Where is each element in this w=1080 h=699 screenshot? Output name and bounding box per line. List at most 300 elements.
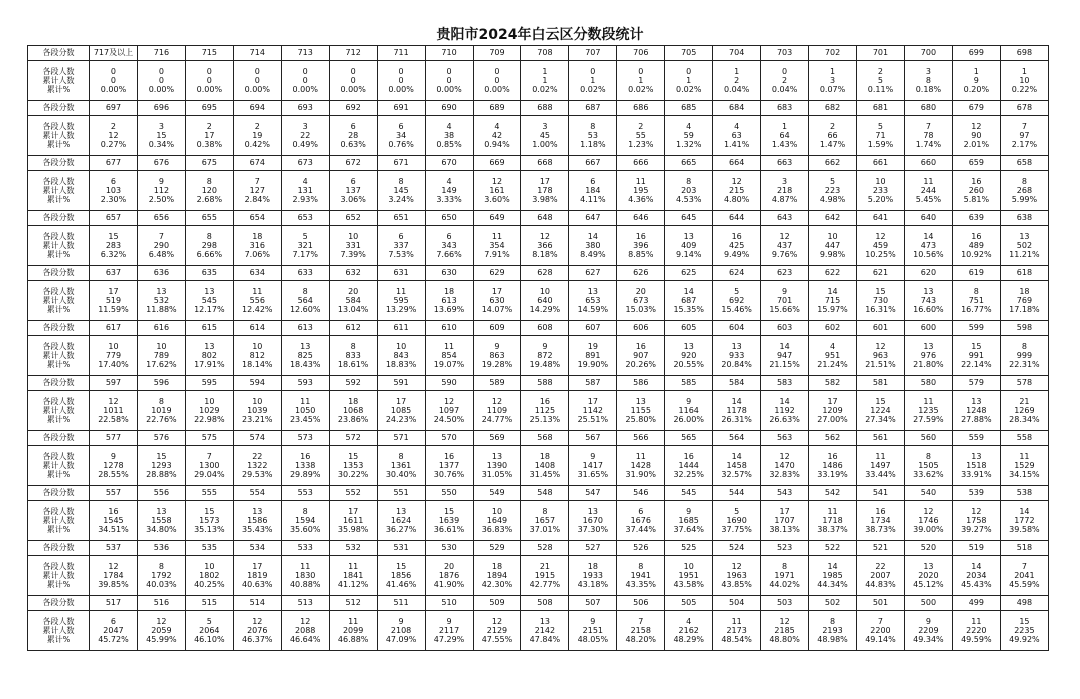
count-value: 18: [443, 286, 455, 296]
score-cell: 528: [521, 541, 569, 556]
cumulative-value: 1594: [295, 515, 316, 525]
score-cell: 614: [233, 321, 281, 336]
percent-value: 36.27%: [385, 525, 417, 535]
count-value: 13: [731, 341, 742, 351]
score-cell: 623: [761, 266, 809, 281]
stats-cell: [857, 556, 905, 596]
row-labels: [28, 446, 90, 486]
score-cell: 563: [761, 431, 809, 446]
percent-value: 48.80%: [769, 635, 800, 645]
percent-value: 2.50%: [148, 195, 175, 205]
score-cell: 509: [473, 596, 521, 611]
stats-cell: [713, 556, 761, 596]
score-header-row: [28, 156, 1049, 171]
cumulative-value: 1784: [103, 570, 124, 580]
stats-cell: [952, 171, 1000, 211]
score-header-row: [28, 211, 1049, 226]
stats-cell: [1000, 116, 1048, 156]
count-value: 9: [590, 616, 596, 626]
count-value: 10: [108, 341, 119, 351]
count-value: 7: [925, 121, 931, 131]
count-value: 13: [539, 616, 550, 626]
count-value: 17: [252, 561, 263, 571]
label-cumulative: 累计人数: [42, 460, 75, 470]
count-value: 10: [348, 231, 359, 241]
cumulative-value: 45: [539, 130, 550, 140]
score-cell: 602: [809, 321, 857, 336]
count-value: 8: [1021, 341, 1027, 351]
score-cell: 503: [761, 596, 809, 611]
cumulative-value: 1529: [1014, 460, 1035, 470]
score-cell: 640: [904, 211, 952, 226]
stats-cell: [665, 446, 713, 486]
percent-value: 47.84%: [529, 635, 561, 645]
label-cumulative: 累计人数: [42, 515, 75, 525]
percent-value: 2.68%: [196, 195, 223, 205]
stats-cell: [713, 336, 761, 376]
stats-cell: [569, 226, 617, 266]
cumulative-value: 1685: [678, 515, 699, 525]
stats-cell: [1000, 226, 1048, 266]
count-value: 17: [587, 396, 598, 406]
percent-value: 10.92%: [961, 250, 992, 260]
percent-value: 26.00%: [673, 415, 704, 425]
percent-value: 5.45%: [915, 195, 942, 205]
cumulative-value: 2034: [966, 570, 987, 580]
score-cell: 539: [952, 486, 1000, 501]
percent-value: 6.48%: [148, 250, 175, 260]
score-cell: 665: [665, 156, 713, 171]
cumulative-value: 268: [1016, 185, 1033, 195]
percent-value: 18.14%: [242, 360, 273, 370]
stats-cell: [473, 171, 521, 211]
stats-cell: [569, 116, 617, 156]
label-percent: 累计%: [46, 470, 71, 480]
score-cell: 543: [761, 486, 809, 501]
percent-value: 0.02%: [580, 85, 606, 95]
cumulative-value: 640: [537, 295, 553, 305]
score-cell: 685: [665, 101, 713, 116]
percent-value: 7.39%: [340, 250, 366, 260]
count-value: 2: [638, 121, 644, 131]
score-cell: 588: [521, 376, 569, 391]
percent-value: 17.91%: [194, 360, 225, 370]
count-value: 16: [731, 231, 742, 241]
stats-cell: [329, 336, 377, 376]
count-value: 5: [302, 231, 308, 241]
count-value: 13: [156, 506, 167, 516]
row-label-score: 各段分数: [28, 101, 90, 116]
cumulative-value: 1: [686, 75, 692, 85]
stats-cell: [90, 116, 138, 156]
stats-cell: [617, 611, 665, 651]
cumulative-value: 316: [249, 240, 265, 250]
count-value: 3: [158, 121, 164, 131]
percent-value: 49.59%: [961, 635, 992, 645]
score-cell: 658: [1000, 156, 1048, 171]
cumulative-value: 1: [542, 75, 548, 85]
count-value: 13: [204, 286, 215, 296]
count-value: 16: [875, 506, 886, 516]
percent-value: 0.00%: [292, 85, 318, 95]
stats-cell: [761, 116, 809, 156]
stats-cell: [137, 446, 185, 486]
cumulative-value: 532: [153, 295, 170, 305]
cumulative-value: 779: [105, 350, 122, 360]
percent-value: 7.91%: [484, 250, 510, 260]
percent-value: 25.80%: [625, 415, 657, 425]
score-cell: 714: [233, 46, 281, 61]
percent-value: 0.20%: [963, 85, 990, 95]
percent-value: 5.99%: [1011, 195, 1038, 205]
stats-cell: [521, 171, 569, 211]
count-value: 14: [827, 561, 838, 571]
percent-value: 14.59%: [577, 305, 609, 315]
score-cell: 621: [857, 266, 905, 281]
cumulative-value: 2129: [486, 625, 508, 635]
stats-cell: [377, 116, 425, 156]
count-value: 8: [686, 176, 692, 186]
stats-cell: [281, 446, 329, 486]
stats-cell: [137, 281, 185, 321]
row-label-score: 各段分数: [28, 266, 90, 281]
stats-cell: [1000, 446, 1048, 486]
stats-cell: [329, 61, 377, 101]
score-cell: 710: [425, 46, 473, 61]
count-value: 12: [300, 616, 311, 626]
score-cell: 696: [137, 101, 185, 116]
cumulative-value: 366: [537, 240, 553, 250]
cumulative-value: 891: [585, 350, 601, 360]
count-value: 9: [686, 396, 692, 406]
score-cell: 595: [185, 376, 233, 391]
score-cell: 530: [425, 541, 473, 556]
cumulative-value: 1856: [390, 570, 412, 580]
count-value: 11: [348, 561, 359, 571]
percent-value: 0.00%: [244, 85, 270, 95]
count-value: 7: [877, 616, 884, 626]
count-value: 11: [827, 506, 838, 516]
score-cell: 526: [617, 541, 665, 556]
percent-value: 3.60%: [484, 195, 510, 205]
score-cell: 580: [904, 376, 952, 391]
cumulative-value: 0: [206, 75, 212, 85]
stats-cell: [329, 226, 377, 266]
percent-value: 0.27%: [100, 140, 127, 150]
stats-cell: [473, 226, 521, 266]
count-value: 18: [252, 231, 263, 241]
stats-cell: [377, 501, 425, 541]
percent-value: 10.56%: [913, 250, 944, 260]
score-cell: 564: [713, 431, 761, 446]
label-percent: 累计%: [46, 250, 71, 260]
count-value: 21: [539, 561, 550, 571]
stats-cell: [952, 556, 1000, 596]
cumulative-value: 1417: [582, 460, 604, 470]
data-row: [28, 336, 1049, 376]
cumulative-value: 1377: [438, 460, 460, 470]
cumulative-value: 1586: [247, 515, 268, 525]
count-value: 10: [204, 561, 215, 571]
percent-value: 40.25%: [194, 580, 225, 590]
cumulative-value: 10: [1019, 75, 1030, 85]
percent-value: 1.23%: [628, 140, 654, 150]
count-value: 12: [491, 396, 503, 406]
stats-cell: [569, 171, 617, 211]
cumulative-value: 64: [779, 130, 790, 140]
score-cell: 583: [761, 376, 809, 391]
cumulative-value: 1097: [438, 405, 460, 415]
score-cell: 684: [713, 101, 761, 116]
stats-cell: [617, 61, 665, 101]
count-value: 5: [877, 121, 884, 131]
percent-value: 7.66%: [436, 250, 462, 260]
row-labels: [28, 171, 90, 211]
count-value: 22: [875, 561, 886, 571]
count-value: 17: [539, 176, 550, 186]
cumulative-value: 1518: [966, 460, 987, 470]
data-row: [28, 61, 1049, 101]
label-cumulative: 累计人数: [42, 405, 75, 415]
cumulative-value: 1841: [342, 570, 364, 580]
count-value: 7: [158, 231, 164, 241]
cumulative-value: 2041: [1014, 570, 1035, 580]
score-cell: 610: [425, 321, 473, 336]
score-cell: 608: [521, 321, 569, 336]
percent-value: 7.06%: [244, 250, 270, 260]
stats-cell: [329, 116, 377, 156]
cumulative-value: 1235: [918, 405, 939, 415]
cumulative-value: 1019: [151, 405, 172, 415]
stats-cell: [761, 501, 809, 541]
percent-value: 0.04%: [723, 85, 750, 95]
stats-cell: [713, 281, 761, 321]
cumulative-value: 1269: [1014, 405, 1035, 415]
row-labels: [28, 116, 90, 156]
cumulative-value: 1390: [486, 460, 508, 470]
score-cell: 682: [809, 101, 857, 116]
count-value: 2: [206, 121, 212, 131]
stats-cell: [473, 446, 521, 486]
score-cell: 515: [185, 596, 233, 611]
cumulative-value: 1819: [247, 570, 268, 580]
count-value: 14: [731, 451, 742, 461]
count-value: 13: [156, 286, 167, 296]
score-cell: 652: [329, 211, 377, 226]
score-cell: 615: [185, 321, 233, 336]
percent-value: 22.14%: [961, 360, 992, 370]
score-cell: 601: [857, 321, 905, 336]
label-percent: 累计%: [46, 415, 71, 425]
cumulative-value: 1734: [870, 515, 891, 525]
cumulative-value: 2142: [534, 625, 556, 635]
score-cell: 620: [904, 266, 952, 281]
count-value: 13: [204, 341, 215, 351]
label-count: 各段人数: [42, 506, 75, 516]
cumulative-value: 66: [827, 130, 838, 140]
stats-cell: [185, 281, 233, 321]
count-value: 10: [252, 341, 263, 351]
count-value: 17: [779, 506, 790, 516]
stats-cell: [377, 226, 425, 266]
count-value: 0: [398, 66, 404, 76]
score-header-row: [28, 486, 1049, 501]
row-labels: [28, 281, 90, 321]
percent-value: 1.00%: [532, 140, 558, 150]
cumulative-value: 354: [489, 240, 505, 250]
percent-value: 18.61%: [337, 360, 369, 370]
count-value: 11: [875, 451, 886, 461]
cumulative-value: 2: [782, 75, 788, 85]
stats-cell: [377, 281, 425, 321]
cumulative-value: 71: [875, 130, 886, 140]
score-header-row: [28, 321, 1049, 336]
percent-value: 49.34%: [913, 635, 944, 645]
percent-value: 27.00%: [817, 415, 848, 425]
cumulative-value: 2117: [438, 625, 460, 635]
score-cell: 642: [809, 211, 857, 226]
percent-value: 3.06%: [340, 195, 366, 205]
cumulative-value: 1470: [774, 460, 795, 470]
score-cell: 650: [425, 211, 473, 226]
score-cell: 626: [617, 266, 665, 281]
stats-cell: [377, 171, 425, 211]
cumulative-value: 920: [681, 350, 697, 360]
score-cell: 641: [857, 211, 905, 226]
stats-cell: [90, 556, 138, 596]
score-cell: 707: [569, 46, 617, 61]
percent-value: 3.98%: [532, 195, 558, 205]
cumulative-value: 519: [105, 295, 122, 305]
cumulative-value: 769: [1016, 295, 1033, 305]
score-cell: 523: [761, 541, 809, 556]
score-cell: 524: [713, 541, 761, 556]
count-value: 8: [206, 231, 212, 241]
count-value: 3: [302, 121, 308, 131]
stats-cell: [617, 336, 665, 376]
cumulative-value: 1428: [630, 460, 651, 470]
stats-cell: [952, 226, 1000, 266]
count-value: 15: [204, 506, 215, 516]
row-labels: [28, 336, 90, 376]
score-cell: 527: [569, 541, 617, 556]
percent-value: 21.51%: [865, 360, 896, 370]
percent-value: 45.59%: [1009, 580, 1040, 590]
count-value: 16: [635, 341, 646, 351]
percent-value: 19.07%: [433, 360, 465, 370]
cumulative-value: 1573: [199, 515, 220, 525]
cumulative-value: 1192: [774, 405, 795, 415]
stats-cell: [521, 611, 569, 651]
percent-value: 37.30%: [577, 525, 609, 535]
cumulative-value: 1670: [582, 515, 604, 525]
count-value: 20: [348, 286, 359, 296]
stats-cell: [569, 446, 617, 486]
count-value: 4: [686, 121, 692, 131]
cumulative-value: 0: [302, 75, 308, 85]
score-cell: 660: [904, 156, 952, 171]
stats-cell: [185, 116, 233, 156]
stats-cell: [904, 611, 952, 651]
percent-value: 11.21%: [1009, 250, 1040, 260]
cumulative-value: 2193: [822, 625, 843, 635]
count-value: 8: [829, 616, 836, 626]
count-value: 13: [971, 451, 982, 461]
score-cell: 576: [137, 431, 185, 446]
stats-cell: [281, 116, 329, 156]
stats-cell: [952, 336, 1000, 376]
count-value: 6: [638, 506, 644, 516]
count-value: 20: [635, 286, 646, 296]
score-cell: 512: [329, 596, 377, 611]
cumulative-value: 203: [681, 185, 697, 195]
stats-cell: [617, 446, 665, 486]
count-value: 9: [398, 616, 404, 626]
score-cell: 674: [233, 156, 281, 171]
percent-value: 45.72%: [98, 635, 129, 645]
score-header-row: [28, 431, 1049, 446]
stats-cell: [761, 226, 809, 266]
score-cell: 540: [904, 486, 952, 501]
data-row: [28, 446, 1049, 486]
count-value: 11: [731, 616, 742, 626]
stats-cell: [185, 556, 233, 596]
percent-value: 0.94%: [484, 140, 510, 150]
percent-value: 7.53%: [388, 250, 414, 260]
percent-value: 48.20%: [625, 635, 657, 645]
count-value: 0: [638, 66, 644, 76]
score-cell: 549: [473, 486, 521, 501]
percent-value: 23.86%: [337, 415, 369, 425]
cumulative-value: 1361: [390, 460, 412, 470]
count-value: 3: [925, 66, 931, 76]
score-cell: 574: [233, 431, 281, 446]
cumulative-value: 1085: [390, 405, 412, 415]
stats-cell: [1000, 171, 1048, 211]
percent-value: 18.83%: [385, 360, 417, 370]
count-value: 12: [731, 176, 742, 186]
score-cell: 637: [90, 266, 138, 281]
stats-cell: [281, 61, 329, 101]
percent-value: 8.18%: [532, 250, 558, 260]
cumulative-value: 0: [446, 75, 452, 85]
count-value: 15: [156, 451, 167, 461]
percent-value: 38.37%: [817, 525, 848, 535]
score-cell: 703: [761, 46, 809, 61]
score-cell: 611: [377, 321, 425, 336]
percent-value: 4.53%: [676, 195, 702, 205]
cumulative-value: 1497: [870, 460, 891, 470]
score-cell: 593: [281, 376, 329, 391]
count-value: 18: [587, 561, 598, 571]
stats-cell: [137, 116, 185, 156]
score-cell: 501: [857, 596, 905, 611]
stats-cell: [1000, 61, 1048, 101]
cumulative-value: 2076: [247, 625, 268, 635]
cumulative-value: 17: [204, 130, 215, 140]
data-row: [28, 556, 1049, 596]
stats-cell: [137, 171, 185, 211]
count-value: 8: [542, 506, 548, 516]
stats-cell: [809, 391, 857, 431]
score-distribution-table: [27, 45, 1049, 651]
percent-value: 35.98%: [337, 525, 369, 535]
percent-value: 39.00%: [913, 525, 944, 535]
count-value: 9: [590, 451, 596, 461]
cumulative-value: 595: [393, 295, 409, 305]
stats-cell: [569, 391, 617, 431]
stats-cell: [713, 116, 761, 156]
